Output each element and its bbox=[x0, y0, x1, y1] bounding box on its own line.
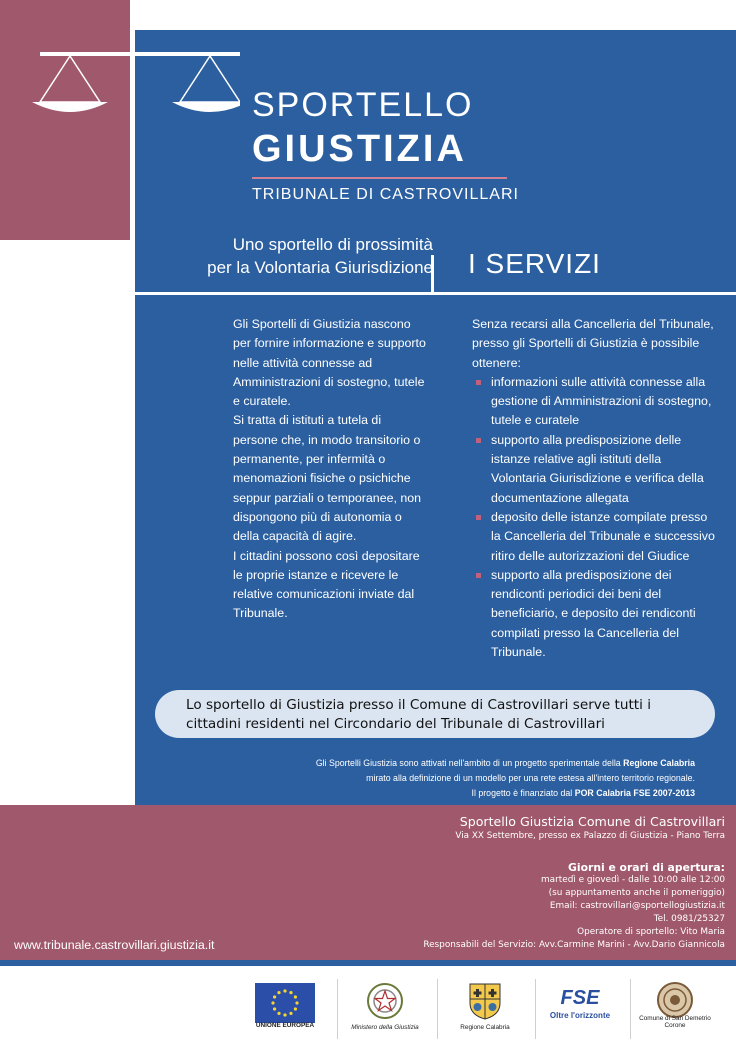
description-column bbox=[233, 315, 429, 624]
region-logo bbox=[450, 975, 520, 1043]
white-band bbox=[0, 240, 135, 295]
project-note-region: Regione Calabria bbox=[623, 758, 695, 768]
blue-stripe bbox=[0, 960, 736, 966]
service-item: supporto alla predisposizione delle istanze relative agli istituti della Volontaria Giurisdizione e verifica della documentazione allegata bbox=[472, 431, 717, 508]
services-intro: Senza recarsi alla Cancelleria del Tribunale, presso gli Sportelli di Giustizia è possibile ottenere: bbox=[472, 317, 714, 370]
managers-text: Responsabili del Servizio: Avv.Carmine Marini - Avv.Dario Giannicola bbox=[423, 940, 725, 950]
service-item: supporto alla predisposizione dei rendiconti periodici dei beni del beneficiario, e deposito dei rendiconti compilati presso la Cancelleria del Tribunale. bbox=[472, 566, 717, 662]
title-sportello: SPORTELLO bbox=[252, 86, 474, 124]
contact-block bbox=[300, 814, 725, 952]
tagline-line1: Uno sportello di prossimità bbox=[232, 235, 433, 254]
services-list bbox=[472, 373, 717, 662]
hours-heading: Giorni e orari di apertura: bbox=[568, 861, 725, 874]
service-item: informazioni sulle attività connesse alla gestione di Amministrazioni di sostegno, tutele e curatele bbox=[472, 373, 717, 431]
region-caption: Regione Calabria bbox=[460, 1024, 510, 1031]
description-paragraph-3: I cittadini possono così depositare le proprie istanze e ricevere le relative comunicazioni inviate dal Tribunale. bbox=[233, 548, 420, 621]
project-note-line1-text: Gli Sportelli Giustizia sono attivati nell'ambito di un progetto sperimentale della bbox=[315, 758, 624, 768]
comune-emblem-icon bbox=[655, 980, 695, 1020]
project-note bbox=[240, 756, 695, 801]
title-giustizia: GIUSTIZIA bbox=[252, 128, 467, 170]
horizontal-divider bbox=[135, 292, 736, 295]
comune-caption: Comune di San Demetrio Corone bbox=[639, 1015, 711, 1029]
logo-separator bbox=[337, 979, 338, 1039]
project-note-line2: mirato alla definizione di un modello per una rete estesa all'intero territorio regionale. bbox=[366, 773, 695, 783]
description-paragraph-2: Si tratta di istituti a tutela di persone che, in modo transitorio o permanente, per infermità o menomazioni fisiche o psichiche seppur parziali o temporanee, non dispongono più di autonomia o della capacità di agire. bbox=[233, 413, 422, 544]
office-address: Via XX Settembre, presso ex Palazzo di Giustizia - Piano Terra bbox=[455, 831, 725, 841]
hours-text: martedì e giovedì - dalle 10:00 alle 12:00 bbox=[541, 875, 725, 885]
tagline-line2: per la Volontaria Giurisdizione bbox=[207, 258, 433, 277]
services-heading: I SERVIZI bbox=[468, 248, 601, 279]
logo-separator bbox=[437, 979, 438, 1039]
eu-flag-icon bbox=[255, 983, 315, 1023]
project-note-fund: POR Calabria FSE 2007-2013 bbox=[574, 788, 695, 798]
fse-logo bbox=[545, 975, 615, 1043]
region-shield-icon bbox=[467, 981, 503, 1021]
logo-separator bbox=[630, 979, 631, 1039]
fse-tagline: Oltre l'orizzonte bbox=[549, 1011, 611, 1020]
project-note-line1 bbox=[240, 756, 695, 771]
service-item: deposito delle istanze compilate presso la Cancelleria del Tribunale e successivo ritiro delle autorizzazioni del Giudice bbox=[472, 508, 717, 566]
subtitle-tribunale: TRIBUNALE DI CASTROVILLARI bbox=[252, 186, 519, 203]
appointment-text: (su appuntamento anche il pomeriggio) bbox=[548, 888, 725, 898]
logo-separator bbox=[535, 979, 536, 1039]
title-underline bbox=[252, 177, 507, 179]
notice-text: Lo sportello di Giustizia presso il Comune di Castrovillari serve tutti i cittadini residenti nel Circondario del Tribunale di Castrovillari bbox=[186, 697, 652, 732]
logos-row bbox=[245, 975, 725, 1045]
tagline bbox=[165, 233, 433, 279]
ministry-caption: Ministero della Giustizia bbox=[351, 1024, 419, 1031]
eu-caption: UNIONE EUROPEA bbox=[255, 1022, 315, 1029]
office-name: Sportello Giustizia Comune di Castrovillari bbox=[459, 814, 725, 829]
email-link[interactable]: Email: castrovillari@sportellogiustizia.it bbox=[549, 901, 725, 911]
comune-logo bbox=[640, 975, 710, 1043]
project-note-line3 bbox=[240, 786, 695, 801]
project-note-line3-text: Il progetto è finanziato dal bbox=[471, 788, 575, 798]
scales-of-justice-icon bbox=[20, 40, 240, 130]
operator-text: Operatore di sportello: Vito Maria bbox=[577, 927, 725, 937]
italian-emblem-icon bbox=[365, 981, 405, 1023]
website-link[interactable]: www.tribunale.castrovillari.giustizia.it bbox=[14, 938, 215, 952]
eu-logo bbox=[250, 975, 320, 1043]
ministry-logo bbox=[350, 975, 420, 1043]
services-column bbox=[472, 315, 717, 662]
fse-mark: FSE bbox=[560, 987, 600, 1009]
description-paragraph-1: Gli Sportelli di Giustizia nascono per fornire informazione e supporto nelle attività connesse ad Amministrazioni di sostegno, tutele e curatele. bbox=[233, 317, 426, 409]
phone-text: Tel. 0981/25327 bbox=[653, 914, 725, 924]
